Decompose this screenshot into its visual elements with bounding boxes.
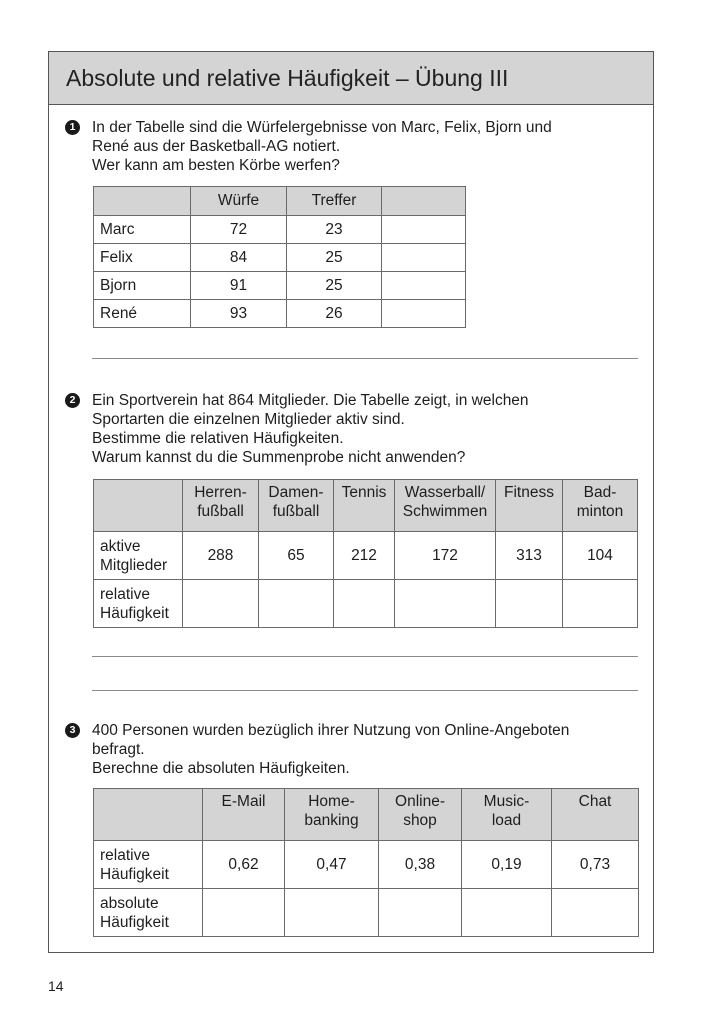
task-text-line: Wer kann am besten Körbe werfen?	[92, 157, 340, 174]
table-cell: 25	[287, 272, 382, 300]
table-header-cell-empty	[382, 187, 466, 216]
answer-cell[interactable]	[552, 889, 639, 937]
table-header-cell-empty	[94, 480, 183, 532]
task-1	[65, 118, 552, 175]
table-header-cell: Damen- fußball	[259, 480, 334, 532]
table-cell: 212	[334, 532, 395, 580]
row-label: relative Häufigkeit	[94, 841, 203, 889]
table-cell: 84	[191, 244, 287, 272]
answer-cell[interactable]	[259, 580, 334, 628]
answer-cell[interactable]	[285, 889, 379, 937]
answer-line[interactable]	[92, 358, 638, 359]
worksheet-frame	[48, 51, 654, 953]
answer-cell[interactable]	[395, 580, 496, 628]
task-text-line: René aus der Basketball-AG notiert.	[92, 138, 341, 155]
answer-cell[interactable]	[382, 272, 466, 300]
table-cell: 26	[287, 300, 382, 328]
table-header-cell: Chat	[552, 789, 639, 841]
task-text-line: befragt.	[92, 741, 145, 758]
table-row	[94, 580, 638, 628]
table-header-row	[94, 187, 466, 216]
answer-cell[interactable]	[382, 244, 466, 272]
row-label: Bjorn	[94, 272, 191, 300]
task-text-line: Bestimme die relativen Häufigkeiten.	[92, 430, 344, 447]
answer-line[interactable]	[92, 656, 638, 657]
answer-cell[interactable]	[496, 580, 563, 628]
table-row	[94, 532, 638, 580]
table-header-cell: Music- load	[462, 789, 552, 841]
table-header-row	[94, 789, 639, 841]
answer-cell[interactable]	[334, 580, 395, 628]
table-row	[94, 841, 639, 889]
task-number-badge: 2	[65, 393, 80, 408]
table-cell: 172	[395, 532, 496, 580]
answer-cell[interactable]	[379, 889, 462, 937]
table-header-cell: Tennis	[334, 480, 395, 532]
page-title: Absolute und relative Häufigkeit – Übung III	[66, 65, 509, 91]
answer-line[interactable]	[92, 690, 638, 691]
task-text-line: 400 Personen wurden bezüglich ihrer Nutzung von Online-Angeboten	[92, 722, 570, 739]
sports-club-table	[93, 479, 638, 628]
table-header-cell: Home- banking	[285, 789, 379, 841]
table-row	[94, 272, 466, 300]
task-text-line: Warum kannst du die Summenprobe nicht anwenden?	[92, 449, 466, 466]
table-cell: 104	[563, 532, 638, 580]
throw-results-table	[93, 186, 466, 328]
table-cell: 93	[191, 300, 287, 328]
table-header-cell	[94, 187, 191, 216]
answer-cell[interactable]	[462, 889, 552, 937]
task-number-badge: 1	[65, 120, 80, 135]
table-cell: 313	[496, 532, 563, 580]
table-cell: 65	[259, 532, 334, 580]
task-number-badge: 3	[65, 723, 80, 738]
answer-cell[interactable]	[563, 580, 638, 628]
row-label: Marc	[94, 216, 191, 244]
table-cell: 0,38	[379, 841, 462, 889]
task-2	[65, 391, 529, 467]
table-cell: 91	[191, 272, 287, 300]
table-header-cell-empty	[94, 789, 203, 841]
answer-cell[interactable]	[382, 300, 466, 328]
table-cell: 25	[287, 244, 382, 272]
task-text-line: Berechne die absoluten Häufigkeiten.	[92, 760, 350, 777]
table-header-cell: Wasserball/ Schwimmen	[395, 480, 496, 532]
task-text-line: Sportarten die einzelnen Mitglieder aktiv sind.	[92, 411, 405, 428]
task-1-text	[92, 118, 552, 175]
answer-cell[interactable]	[183, 580, 259, 628]
task-text-line: Ein Sportverein hat 864 Mitglieder. Die Tabelle zeigt, in welchen	[92, 392, 529, 409]
table-cell: 0,19	[462, 841, 552, 889]
table-cell: 288	[183, 532, 259, 580]
task-2-text	[92, 391, 529, 467]
answer-cell[interactable]	[382, 216, 466, 244]
table-cell: 72	[191, 216, 287, 244]
online-usage-table	[93, 788, 639, 937]
table-header-cell: Herren- fußball	[183, 480, 259, 532]
table-cell: 0,62	[203, 841, 285, 889]
table-cell: 0,73	[552, 841, 639, 889]
table-header-cell: Bad- minton	[563, 480, 638, 532]
table-row	[94, 216, 466, 244]
table-row	[94, 300, 466, 328]
table-header-cell: Fitness	[496, 480, 563, 532]
row-label: aktive Mitglieder	[94, 532, 183, 580]
table-row	[94, 889, 639, 937]
table-header-cell: Würfe	[191, 187, 287, 216]
table-header-row	[94, 480, 638, 532]
answer-cell[interactable]	[203, 889, 285, 937]
task-3	[65, 721, 569, 778]
task-3-text	[92, 721, 569, 778]
title-bar	[49, 52, 653, 105]
table-cell: 0,47	[285, 841, 379, 889]
table-header-cell: Online- shop	[379, 789, 462, 841]
row-label: relative Häufigkeit	[94, 580, 183, 628]
row-label: absolute Häufigkeit	[94, 889, 203, 937]
table-cell: 23	[287, 216, 382, 244]
row-label: Felix	[94, 244, 191, 272]
table-header-cell: E-Mail	[203, 789, 285, 841]
row-label: René	[94, 300, 191, 328]
task-text-line: In der Tabelle sind die Würfelergebnisse von Marc, Felix, Bjorn und	[92, 119, 552, 136]
table-row	[94, 244, 466, 272]
page-number: 14	[48, 978, 64, 994]
table-header-cell: Treffer	[287, 187, 382, 216]
